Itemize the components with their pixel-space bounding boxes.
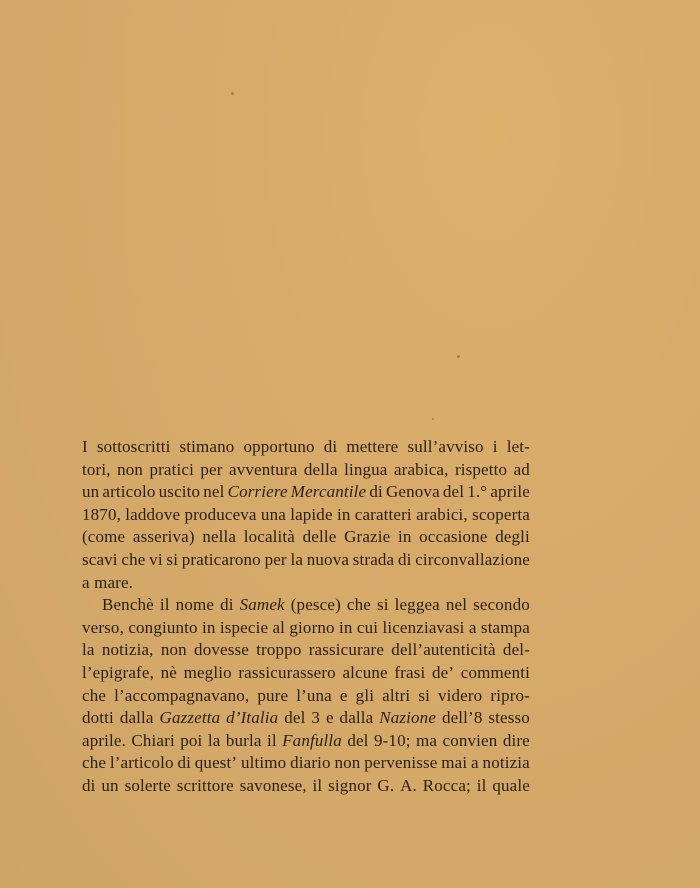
word: secondo [473, 595, 530, 615]
word: A. [400, 775, 417, 795]
word: savonese, [239, 775, 307, 795]
word: in [202, 617, 216, 637]
word: Gazzetta [159, 708, 221, 728]
word: tori, [82, 459, 111, 479]
word: nè [160, 662, 177, 682]
word: mai [441, 753, 468, 773]
text-line [82, 504, 530, 527]
word: che [346, 595, 371, 615]
word: stesso [488, 708, 530, 728]
paper-speck [231, 92, 234, 95]
word: di [369, 482, 383, 502]
word: dovesse [194, 640, 249, 660]
word: circonvallazione [415, 549, 530, 569]
word: licenziavasi [382, 617, 465, 637]
word: stampa [480, 617, 530, 637]
word: a [468, 617, 477, 637]
word: nella [202, 527, 237, 547]
word: produceva [184, 504, 257, 524]
word: Chiari [131, 730, 175, 750]
word: del [442, 482, 465, 502]
word: Benchè [102, 595, 154, 615]
word: Rocca; [422, 775, 471, 795]
word: in [336, 504, 351, 524]
word: del [284, 708, 306, 728]
word: per [264, 549, 287, 569]
paper-speck [457, 355, 460, 358]
word: in [339, 617, 353, 637]
word: di [177, 753, 191, 773]
paragraph-1 [82, 436, 530, 594]
text-line [82, 594, 530, 617]
word: verso, [82, 617, 124, 637]
word: Corriere [227, 482, 288, 502]
text-line [82, 662, 530, 685]
word: dire [502, 730, 530, 750]
word: convien [442, 730, 498, 750]
word: l’articolo [109, 753, 174, 773]
word: a [82, 572, 90, 592]
word: signor [328, 775, 372, 795]
word: quale [492, 775, 530, 795]
word: del [347, 730, 369, 750]
word: cui [356, 617, 379, 637]
word: Samek [239, 595, 285, 615]
word: (come [82, 527, 126, 547]
word: Fanfulla [282, 730, 342, 750]
word: asseriva) [132, 527, 195, 547]
word: scoperta [472, 504, 530, 524]
word: gli [355, 685, 375, 705]
word: la [290, 549, 304, 569]
word: meglio [183, 662, 232, 682]
paragraph-2 [82, 594, 530, 797]
word: mare. [94, 572, 134, 592]
word: si [166, 549, 179, 569]
word: pervenisse [364, 753, 438, 773]
word: alcune [342, 662, 388, 682]
word: si [418, 685, 430, 705]
word: diario [290, 753, 331, 773]
word: ad [513, 459, 530, 479]
word: un [101, 775, 119, 795]
word: 9-10; [373, 730, 411, 750]
text-line [82, 752, 530, 775]
word: sottoscritti [96, 437, 171, 456]
word: arabici, [416, 504, 468, 524]
word: che [82, 685, 107, 705]
word: scavi [82, 549, 118, 569]
word: poi [180, 730, 203, 750]
word: altri [382, 685, 411, 705]
word: si [376, 595, 389, 615]
word: non [117, 459, 144, 479]
word: che [82, 753, 107, 773]
word: strada [352, 549, 395, 569]
word: vi [149, 549, 163, 569]
word: di [323, 437, 338, 456]
word: ripro- [490, 685, 530, 705]
word: nuova [306, 549, 350, 569]
word: lingua [344, 459, 388, 479]
word: articolo [102, 482, 156, 502]
word: di [397, 549, 412, 569]
word: dell’8 [441, 708, 483, 728]
word: solerte [124, 775, 171, 795]
word: non [160, 640, 187, 660]
word: che [121, 549, 146, 569]
word: scrittore [176, 775, 234, 795]
word: (pesce) [290, 595, 341, 615]
word: frasi [394, 662, 426, 682]
word: l’accompagnavano, [114, 685, 250, 705]
text-line [82, 639, 530, 662]
text-line [82, 436, 530, 459]
word: giorno [289, 617, 335, 637]
word: del- [502, 640, 530, 660]
word: nome [175, 595, 215, 615]
word: in [397, 527, 412, 547]
word: caratteri [354, 504, 412, 524]
text-line [82, 572, 530, 595]
word: di [220, 595, 234, 615]
word: pure [257, 685, 289, 705]
word: 1.° [467, 482, 488, 502]
word: dalla [119, 708, 154, 728]
word: pratici [149, 459, 194, 479]
text-line [82, 549, 530, 572]
word: di [82, 775, 96, 795]
word: rispetto [454, 459, 508, 479]
word: degli [495, 527, 530, 547]
word: aprile. [82, 730, 126, 750]
word: nel [203, 482, 225, 502]
text-line [82, 775, 530, 798]
word: località [243, 527, 295, 547]
word: il [266, 730, 277, 750]
word: 1870, [82, 504, 121, 524]
word: Grazie [344, 527, 391, 547]
word: quest’ [194, 753, 238, 773]
word: dalla [339, 708, 374, 728]
word: arabica, [393, 459, 449, 479]
word: ultimo [241, 753, 287, 773]
text-line [82, 617, 530, 640]
word: opportuno [243, 437, 315, 456]
word: de’ [431, 662, 455, 682]
word: nel [445, 595, 468, 615]
word: Mercantile [290, 482, 367, 502]
word: rassicurare [308, 640, 385, 660]
word: la [207, 730, 221, 750]
word: uscito [158, 482, 201, 502]
word: 3 [311, 708, 321, 728]
word: lapide [290, 504, 333, 524]
word: let- [506, 437, 530, 456]
word: mettere [346, 437, 399, 456]
word: delle [302, 527, 337, 547]
text-line [82, 730, 530, 753]
paper-speck [432, 418, 434, 420]
text-line [82, 685, 530, 708]
word: occasione [419, 527, 488, 547]
word: il [159, 595, 170, 615]
word: I [82, 437, 88, 456]
word: al [272, 617, 286, 637]
word: leggea [394, 595, 440, 615]
word: notizia [482, 753, 530, 773]
body-text [82, 436, 530, 798]
word: il [312, 775, 323, 795]
word: Nazione [379, 708, 437, 728]
word: congiunto [128, 617, 198, 637]
word: a [471, 753, 479, 773]
text-line [82, 459, 530, 482]
word: sull’avviso [407, 437, 484, 456]
word: dell’autenticità [391, 640, 496, 660]
word: il [476, 775, 487, 795]
word: rassicurassero [238, 662, 336, 682]
word: ma [416, 730, 438, 750]
word: d’Italia [226, 708, 279, 728]
word: stimano [179, 437, 235, 456]
word: notizia, [101, 640, 154, 660]
word: troppo [256, 640, 302, 660]
word: della [303, 459, 338, 479]
word: per [200, 459, 223, 479]
word: dotti [82, 708, 114, 728]
word: aprile [490, 482, 530, 502]
text-line [82, 707, 530, 730]
word: G. [377, 775, 395, 795]
word: videro [438, 685, 483, 705]
word: l’una [296, 685, 332, 705]
word: l’epigrafe, [82, 662, 154, 682]
word: avventura [229, 459, 298, 479]
word: laddove [125, 504, 181, 524]
word: Genova [386, 482, 440, 502]
word: commenti [460, 662, 530, 682]
word: i [492, 437, 498, 456]
word: la [82, 640, 95, 660]
word: una [260, 504, 286, 524]
word: e [339, 685, 348, 705]
text-line [82, 481, 530, 504]
word: non [334, 753, 361, 773]
text-line [82, 526, 530, 549]
word: praticarono [181, 549, 261, 569]
word: ispecie [219, 617, 269, 637]
word: burla [225, 730, 262, 750]
word: e [325, 708, 334, 728]
word: un [82, 482, 100, 502]
